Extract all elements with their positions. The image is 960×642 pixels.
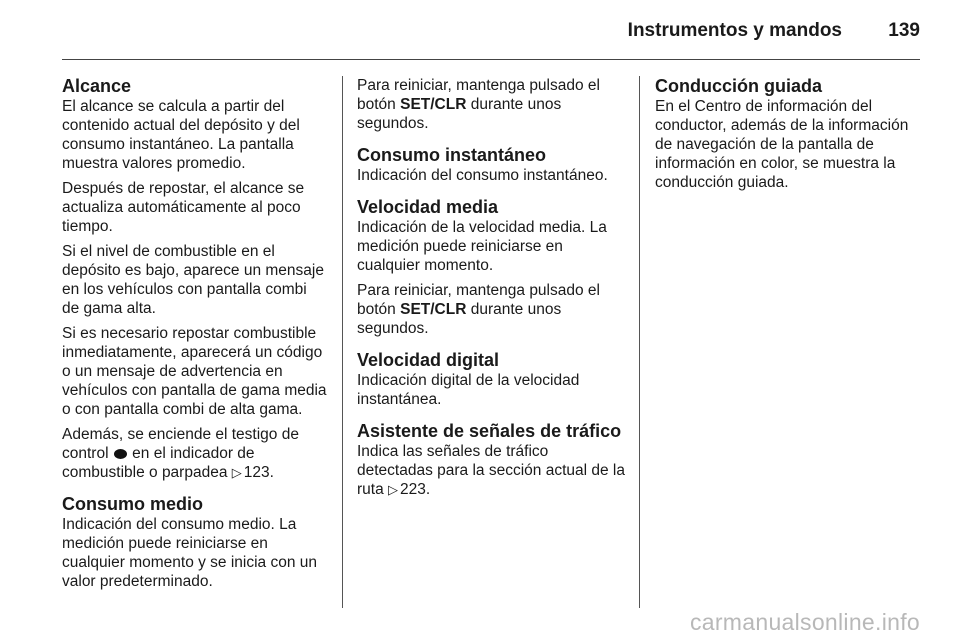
section-conduccion-guiada — [655, 76, 921, 192]
paragraph: Indicación digital de la velocidad instantánea. — [357, 372, 580, 408]
button-name: SET/CLR — [400, 96, 467, 113]
paragraph: Indicación de la velocidad media. La medición puede reiniciarse en cualquier momento. — [357, 219, 607, 274]
page-reference-icon: ▷ — [388, 482, 399, 497]
page-number: 139 — [888, 20, 920, 41]
text: Indica las señales de tráfico detectadas para la sección actual de la ruta — [357, 443, 625, 498]
paragraph: En el Centro de información del conductor, además de la información de navegación de la pantalla de información en color, se muestra la conducción guiada. — [655, 98, 909, 191]
section-consumo-medio — [62, 494, 328, 591]
section-velocidad-digital — [357, 350, 625, 409]
section-alcance — [62, 76, 328, 482]
paragraph — [357, 442, 625, 499]
paragraph: Indicación del consumo medio. La medición puede reiniciarse en cualquier momento y se inicia con un valor predeterminado. — [62, 516, 318, 590]
page-reference[interactable]: 223. — [400, 481, 431, 498]
text: durante unos segundos. — [357, 301, 562, 337]
text: en el indicador de combustible o parpadea — [62, 445, 255, 481]
section-heading: Consumo instantáneo — [357, 145, 547, 165]
section-heading: Consumo medio — [62, 494, 204, 514]
section-heading: Asistente de señales de tráfico — [357, 421, 622, 441]
section-heading: Velocidad digital — [357, 350, 500, 370]
column-2 — [357, 76, 625, 511]
column-3 — [655, 76, 921, 204]
page-reference-icon: ▷ — [231, 465, 242, 480]
paragraph: Indicación del consumo instantáneo. — [357, 167, 608, 184]
paragraph: Si es necesario repostar combustible inmediatamente, aparecerá un código o un mensaje de advertencia en vehículos con pantalla de gama media o con pantalla combi de alta gama. — [62, 325, 327, 418]
section-asistente-senales — [357, 421, 625, 499]
page-header — [62, 18, 920, 54]
page-title: Instrumentos y mandos — [627, 20, 842, 41]
page-reference[interactable]: 123. — [243, 464, 274, 481]
paragraph — [357, 76, 625, 133]
text: Para reiniciar, mantenga pulsado el botón — [357, 77, 600, 113]
paragraph: Después de repostar, el alcance se actualiza automáticamente al poco tiempo. — [62, 180, 305, 235]
text: Para reiniciar, mantenga pulsado el botón — [357, 282, 600, 318]
control-light-icon — [114, 449, 127, 459]
paragraph: El alcance se calcula a partir del contenido actual del depósito y del consumo instantáneo. La pantalla muestra valores promedio. — [62, 98, 300, 172]
button-name: SET/CLR — [400, 301, 467, 318]
watermark: carmanualsonline.info — [689, 609, 920, 635]
paragraph — [357, 281, 625, 338]
text: Además, se enciende el testigo de control — [62, 426, 299, 462]
section-velocidad-media — [357, 197, 625, 338]
column-divider-1 — [342, 76, 343, 608]
section-heading: Alcance — [62, 76, 132, 96]
column-divider-2 — [639, 76, 640, 608]
text: durante unos segundos. — [357, 96, 562, 132]
section-heading: Velocidad media — [357, 197, 499, 217]
section-consumo-instantaneo — [357, 145, 625, 185]
header-divider — [62, 59, 920, 60]
paragraph — [62, 425, 328, 482]
column-1 — [62, 76, 328, 603]
section-heading: Conducción guiada — [655, 76, 823, 96]
paragraph: Si el nivel de combustible en el depósito es bajo, aparece un mensaje en los vehículos con pantalla combi de gama alta. — [62, 243, 324, 317]
section-reset — [357, 76, 625, 133]
